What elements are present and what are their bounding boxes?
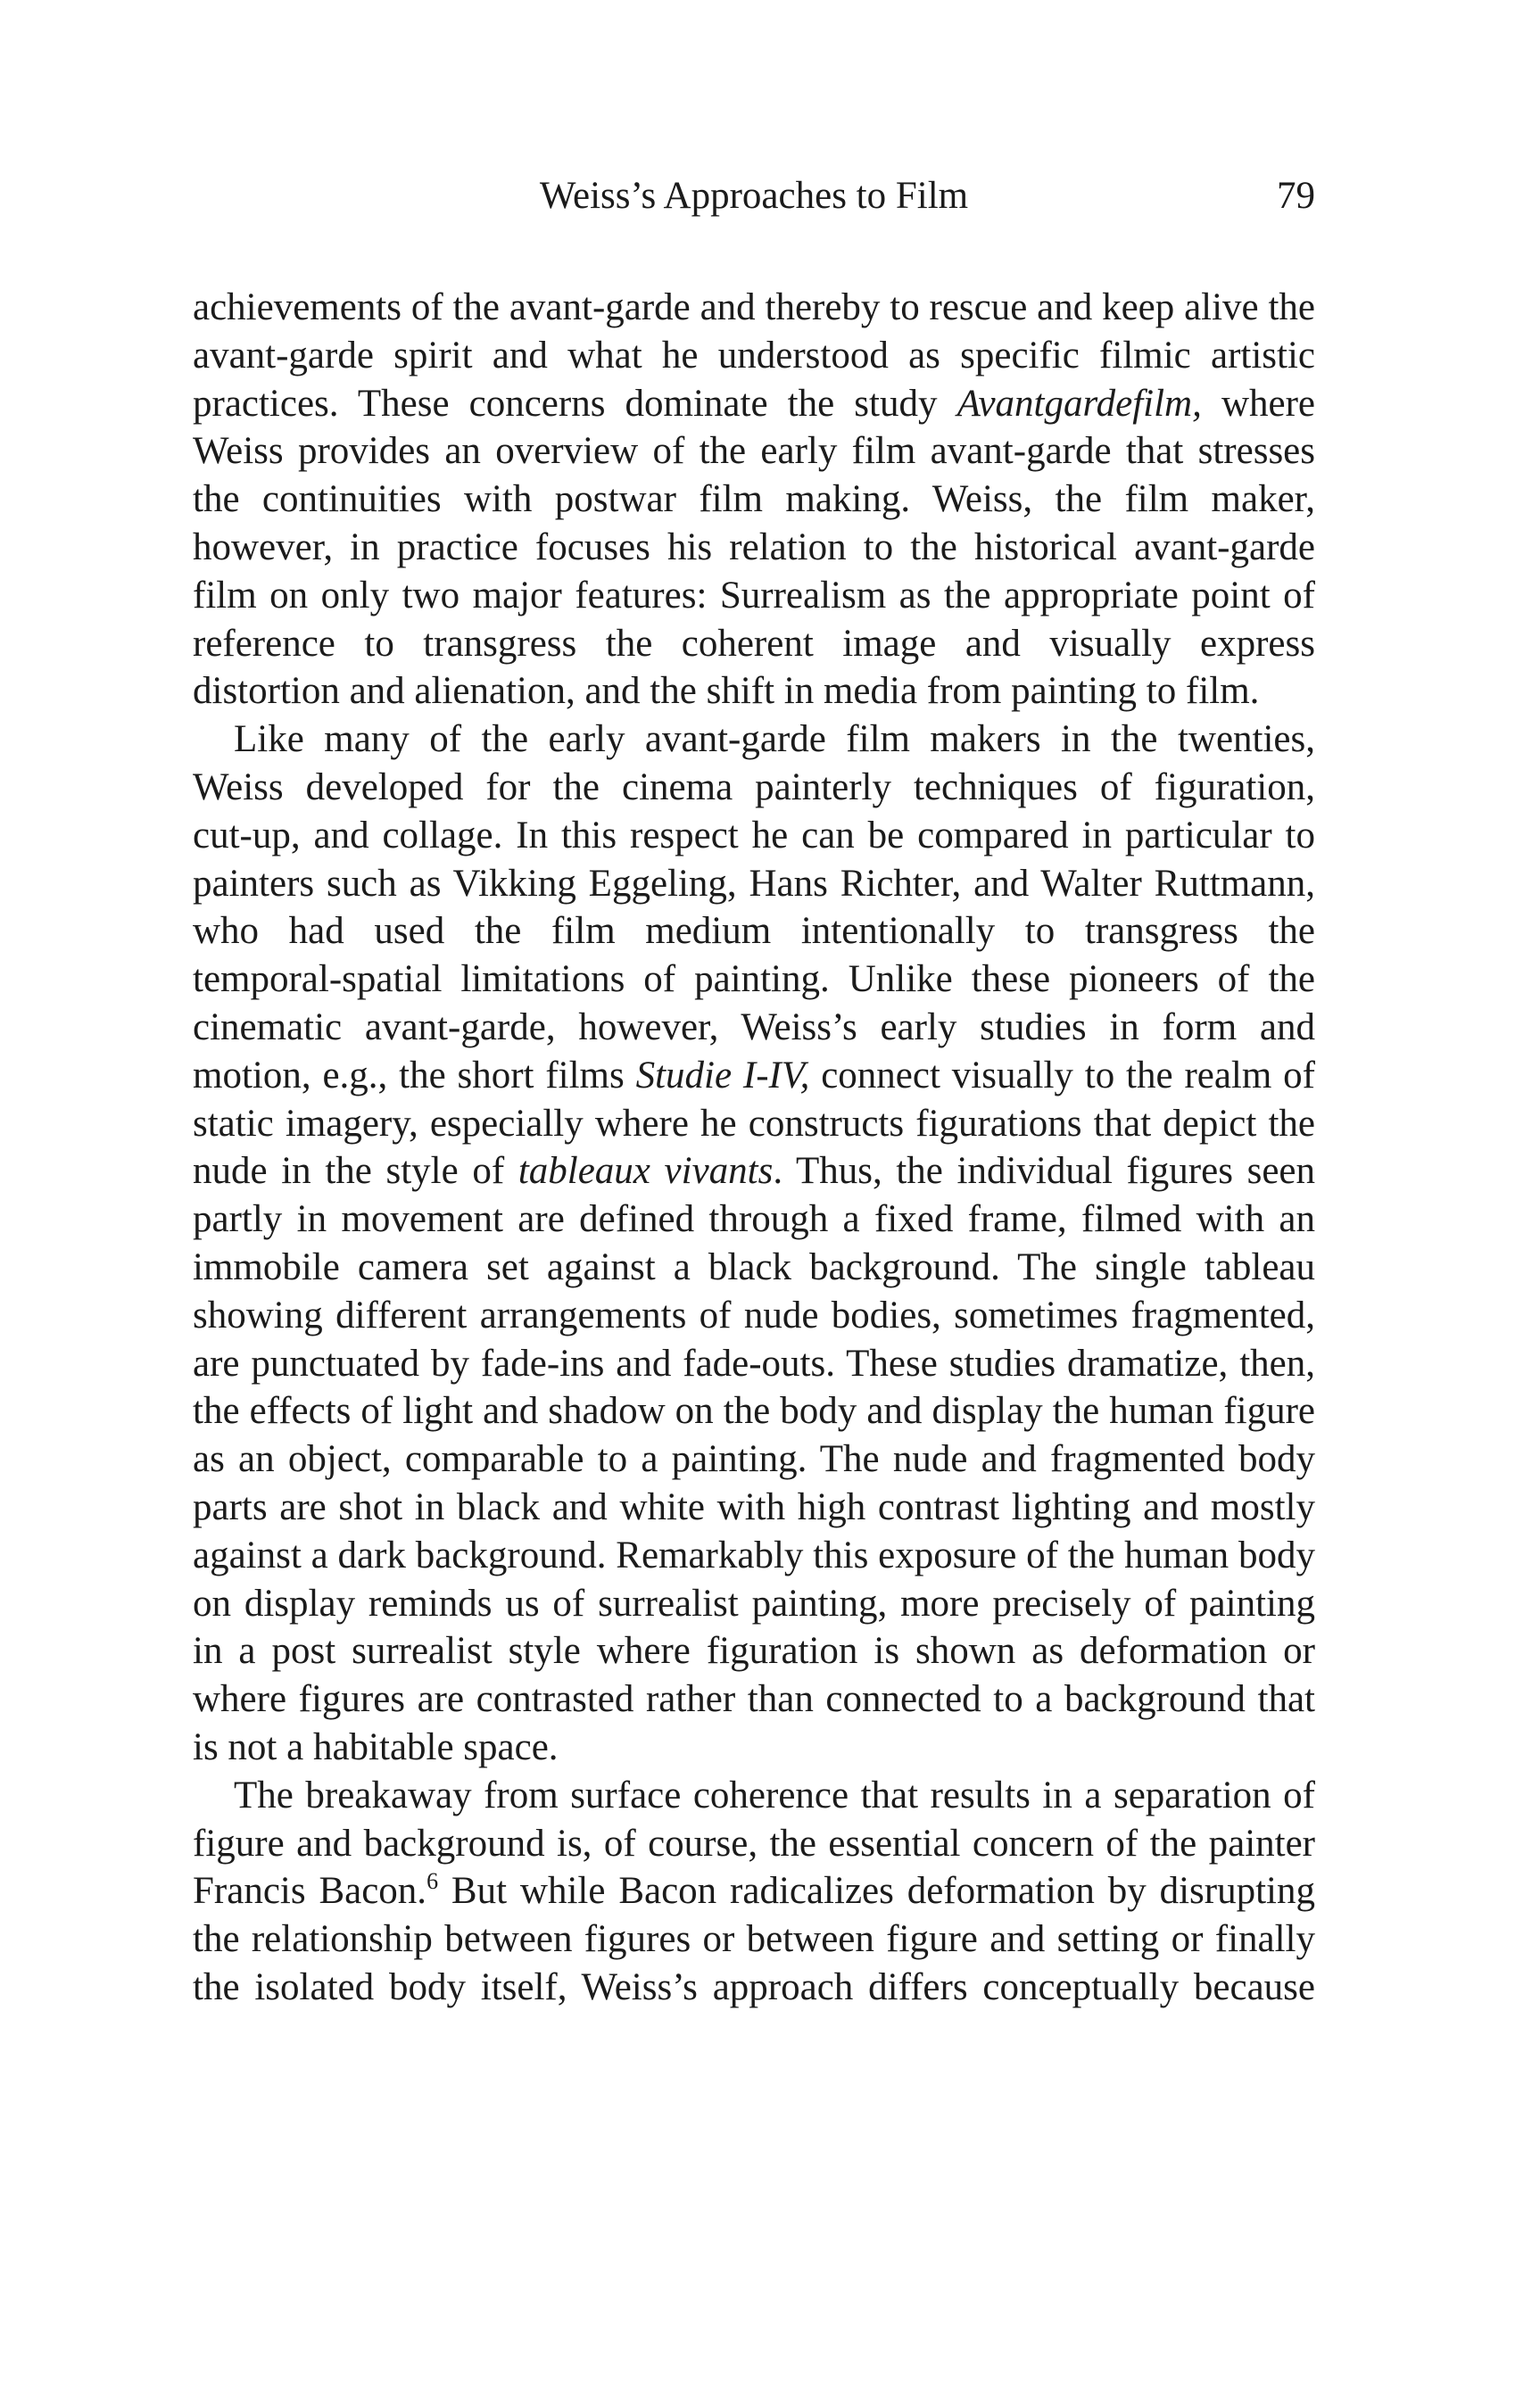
italic-title: tableaux vivants — [517, 1150, 774, 1193]
text-line — [193, 1724, 1315, 1772]
text-line — [193, 284, 1315, 332]
text-segment: reference to transgress the coherent image and visually express — [193, 622, 1315, 665]
text-line — [193, 956, 1315, 1004]
text-segment: But while Bacon radicalizes deformation by disrupting — [438, 1870, 1315, 1913]
text-segment: connect visually to the realm of — [809, 1054, 1315, 1096]
text-segment: distortion and alienation, and the shift in media from painting to film. — [193, 670, 1260, 713]
text-segment: . Thus, the individual figures seen — [773, 1150, 1315, 1193]
text-segment: motion, e.g., the short films — [193, 1054, 636, 1096]
text-segment: the relationship between figures or between figure and setting or finally — [193, 1918, 1315, 1961]
text-segment: temporal-spatial limitations of painting. Unlike these pioneers of the — [193, 958, 1315, 1001]
running-title: Weiss’s Approaches to Film — [539, 175, 969, 217]
text-line — [193, 1820, 1315, 1868]
text-line — [193, 1772, 1315, 1820]
text-line — [193, 860, 1315, 908]
text-line — [193, 1244, 1315, 1292]
italic-title: Studie I-IV, — [635, 1054, 810, 1096]
text-line — [193, 1196, 1315, 1244]
footnote-marker: 6 — [426, 1868, 439, 1895]
text-line — [193, 1867, 1315, 1915]
text-segment: however, in practice focuses his relation to the historical avant-garde — [193, 525, 1315, 568]
text-line — [193, 667, 1315, 716]
text-segment: figure and background is, of course, the essential concern of the painter — [193, 1822, 1315, 1865]
running-head — [193, 170, 1315, 223]
text-segment: static imagery, especially where he constructs figurations that depict the — [193, 1102, 1315, 1145]
text-line — [193, 1340, 1315, 1388]
text-segment: the isolated body itself, Weiss’s approach differs conceptually because — [193, 1965, 1315, 2008]
text-segment: cut-up, and collage. In this respect he can be compared in particular to — [193, 814, 1315, 856]
text-segment: Francis Bacon. — [193, 1870, 427, 1913]
text-segment: Weiss developed for the cinema painterly techniques of figuration, — [193, 765, 1315, 808]
text-segment: achievements of the avant-garde and thereby to rescue and keep alive the — [193, 286, 1315, 328]
text-line — [193, 476, 1315, 524]
text-segment: practices. These concerns dominate the study — [193, 382, 957, 425]
text-segment: The breakaway from surface coherence that results in a separation of — [234, 1774, 1315, 1816]
text-segment: on display reminds us of surrealist painting, more precisely of painting — [193, 1582, 1315, 1625]
italic-title: Avantgardefilm, — [956, 382, 1202, 425]
text-line — [193, 1532, 1315, 1580]
text-segment: painters such as Vikking Eggeling, Hans Richter, and Walter Ruttmann, — [193, 862, 1315, 905]
text-segment: as an object, comparable to a painting. The nude and fragmented body — [193, 1438, 1315, 1481]
text-line — [193, 1004, 1315, 1052]
text-segment: avant-garde spirit and what he understood as specific filmic artistic — [193, 334, 1315, 376]
text-segment: who had used the film medium intentionally to transgress the — [193, 910, 1315, 953]
text-line — [193, 1627, 1315, 1675]
text-line — [193, 524, 1315, 572]
text-segment: where figures are contrasted rather than connected to a background that — [193, 1678, 1315, 1721]
text-line — [193, 1580, 1315, 1628]
text-line — [193, 572, 1315, 620]
text-segment: the effects of light and shadow on the body and display the human figure — [193, 1390, 1315, 1433]
text-line — [193, 380, 1315, 428]
text-segment: nude in the style of — [193, 1150, 518, 1193]
text-line — [193, 332, 1315, 380]
body-text — [193, 284, 1315, 2012]
text-line — [193, 1387, 1315, 1435]
page-number: 79 — [1277, 175, 1315, 217]
text-segment: showing different arrangements of nude bodies, sometimes fragmented, — [193, 1294, 1315, 1336]
text-segment: Like many of the early avant-garde film makers in the twenties, — [234, 718, 1315, 761]
text-segment: cinematic avant-garde, however, Weiss’s early studies in form and — [193, 1005, 1315, 1048]
text-line — [193, 1292, 1315, 1340]
text-line — [193, 620, 1315, 668]
text-segment: is not a habitable space. — [193, 1725, 559, 1768]
text-line — [193, 427, 1315, 476]
text-line — [193, 1675, 1315, 1724]
text-line — [193, 1484, 1315, 1532]
text-line — [193, 1435, 1315, 1484]
text-segment: immobile camera set against a black background. The single tableau — [193, 1245, 1315, 1288]
text-segment: film on only two major features: Surrealism as the appropriate point of — [193, 574, 1315, 616]
text-line — [193, 1915, 1315, 1964]
text-segment: Weiss provides an overview of the early film avant-garde that stresses — [193, 430, 1315, 473]
text-line — [193, 1147, 1315, 1196]
text-line — [193, 907, 1315, 956]
text-segment: the continuities with postwar film making. Weiss, the film maker, — [193, 478, 1315, 521]
text-segment: parts are shot in black and white with high contrast lighting and mostly — [193, 1485, 1315, 1528]
text-line — [193, 1964, 1315, 2012]
text-segment: partly in movement are defined through a fixed frame, filmed with an — [193, 1198, 1315, 1241]
text-segment: where — [1201, 382, 1316, 425]
text-line — [193, 1100, 1315, 1148]
text-segment: are punctuated by fade-ins and fade-outs. These studies dramatize, then, — [193, 1342, 1315, 1385]
text-segment: in a post surrealist style where figuration is shown as deformation or — [193, 1630, 1315, 1673]
text-line — [193, 764, 1315, 812]
text-line — [193, 1052, 1315, 1100]
text-segment: against a dark background. Remarkably this exposure of the human body — [193, 1534, 1315, 1576]
text-line — [193, 812, 1315, 860]
text-line — [193, 716, 1315, 764]
